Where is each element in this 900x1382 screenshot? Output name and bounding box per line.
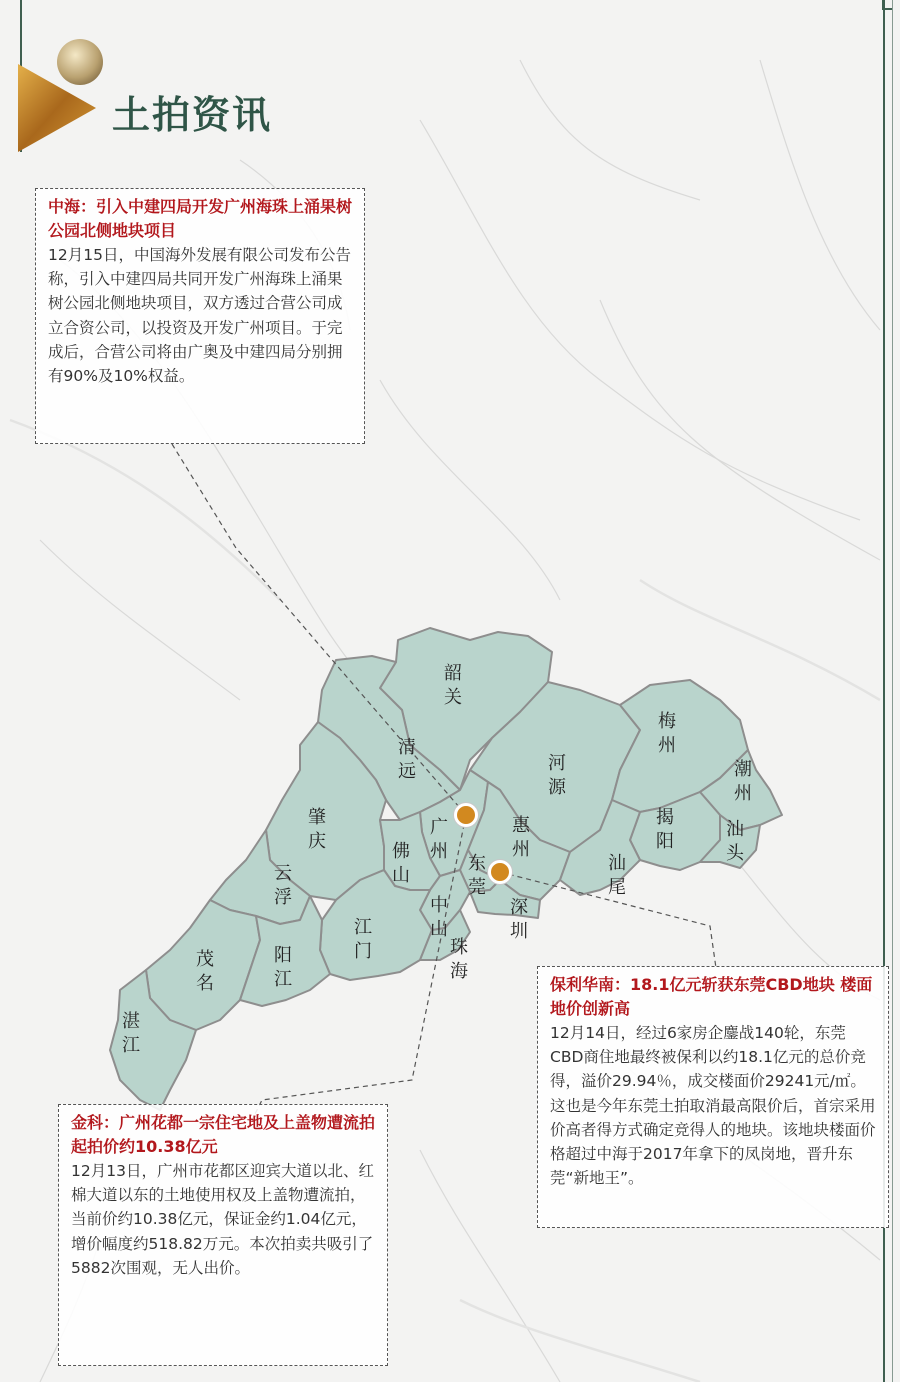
location-marker-guangzhou[interactable] — [454, 803, 478, 827]
region-label-maoming: 茂名 — [196, 949, 214, 994]
region-label-zhuhai: 珠海 — [450, 937, 468, 982]
region-label-shaoguan: 韶关 — [444, 663, 462, 708]
region-label-meizhou: 梅州 — [658, 711, 676, 756]
news-card-zhonghai — [35, 188, 365, 444]
region-label-zhaoqing: 肇庆 — [308, 807, 326, 852]
news-body: 12月14日，经过6家房企鏖战140轮，东莞CBD商住地最终被保利以约18.1亿元的总价竞得，溢价29.94％，成交楼面价29241元/㎡。这也是今年东莞土拍取消最高限价后，首宗采用价高者得方式确定竞得人的地块。该地块楼面价格超过中海于2017年拿下的凤岗地，晋升东莞“新地王”。 — [550, 1024, 876, 1188]
region-label-shanwei: 汕尾 — [608, 853, 626, 898]
region-label-yunfu: 云浮 — [274, 863, 292, 908]
region-label-chaozhou: 潮州 — [734, 759, 752, 804]
region-label-dongguan: 东莞 — [468, 853, 486, 898]
region-label-heyuan: 河源 — [548, 753, 566, 798]
news-body: 12月13日，广州市花都区迎宾大道以北、红棉大道以东的土地使用权及上盖物遭流拍，当前价约10.38亿元，保证金约1.04亿元，增价幅度约518.82万元。本次拍卖共吸引了5882次围观，无人出价。 — [71, 1162, 374, 1277]
news-card-jinke — [58, 1104, 388, 1366]
region-label-zhanjiang: 湛江 — [122, 1011, 140, 1056]
location-marker-dongguan[interactable] — [488, 860, 512, 884]
news-headline: 中海：引入中建四局开发广州海珠上涌果树公园北侧地块项目 — [48, 197, 353, 240]
region-label-zhongshan: 中山 — [430, 895, 448, 940]
region-label-jieyang: 揭阳 — [656, 807, 674, 852]
news-headline: 金科：广州花都一宗住宅地及上盖物遭流拍 起拍价约10.38亿元 — [71, 1113, 376, 1156]
region-label-foshan: 佛山 — [392, 841, 410, 886]
news-headline: 保利华南：18.1亿元斩获东莞CBD地块 楼面地价创新高 — [550, 975, 873, 1018]
region-label-jiangmen: 江门 — [354, 917, 372, 962]
news-body: 12月15日，中国海外发展有限公司发布公告称，引入中建四局共同开发广州海珠上涌果树公园北侧地块项目，双方透过合营公司成立合资公司，以投资及开发广州项目。于完成后，合营公司将由广奥及中建四局分别拥有90%及10%权益。 — [48, 246, 351, 386]
region-label-huizhou: 惠州 — [512, 815, 530, 860]
region-label-shenzhen: 深圳 — [510, 897, 528, 942]
region-label-shantou: 汕头 — [726, 819, 744, 864]
region-label-qingyuan: 清远 — [398, 737, 416, 782]
news-card-baoli — [537, 966, 889, 1228]
region-label-guangzhou: 广州 — [430, 817, 448, 862]
region-label-yangjiang: 阳江 — [274, 945, 292, 990]
page-title: 土拍资讯 — [112, 93, 273, 137]
